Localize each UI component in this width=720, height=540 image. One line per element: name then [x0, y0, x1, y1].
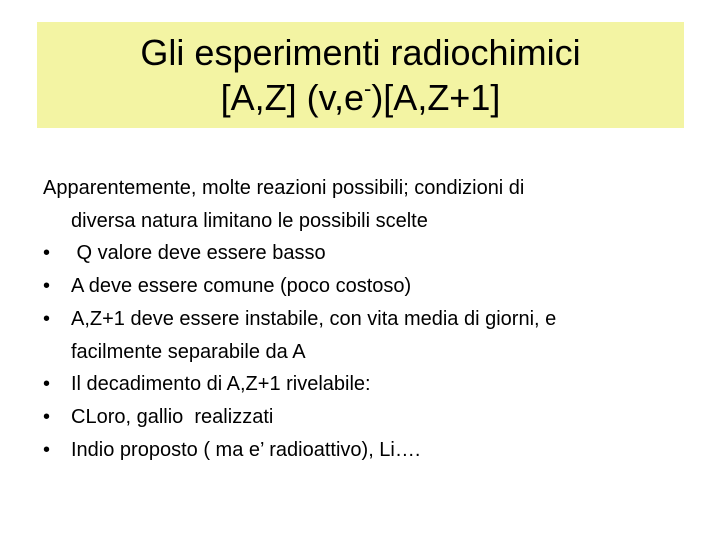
bullet-item	[43, 368, 683, 401]
intro-paragraph	[43, 172, 683, 237]
slide-title-box	[37, 22, 684, 128]
bullet-text: CLoro, gallio realizzati	[71, 405, 274, 428]
bullet-text: A,Z+1 deve essere instabile, con vita media di giorni, e	[71, 307, 557, 330]
bullet-icon: •	[43, 438, 51, 461]
bullet-item	[43, 237, 683, 270]
bullet-icon: •	[43, 307, 51, 330]
bullet-text: Q valore deve essere basso	[71, 242, 326, 265]
bullet-list	[43, 237, 683, 466]
bullet-icon: •	[43, 373, 51, 396]
bullet-icon: •	[43, 405, 51, 428]
slide-body	[43, 172, 683, 466]
slide-title	[37, 30, 684, 75]
slide-title-line2-pre: [A,Z] (v,e	[220, 77, 364, 118]
bullet-text: A deve essere comune (poco costoso)	[71, 275, 412, 298]
bullet-item	[43, 270, 683, 303]
bullet-icon: •	[43, 275, 51, 298]
bullet-text: Il decadimento di A,Z+1 rivelabile:	[71, 373, 371, 396]
bullet-text-continuation: facilmente separabile da A	[71, 340, 306, 363]
intro-line-2: diversa natura limitano le possibili scelte	[71, 209, 428, 232]
bullet-item	[43, 434, 683, 467]
slide-title-line2-post: )[A,Z+1]	[371, 77, 501, 118]
bullet-item	[43, 303, 683, 368]
intro-line-1: Apparentemente, molte reazioni possibili; condizioni di	[43, 177, 525, 199]
slide-title-line2-sup: -	[363, 76, 372, 101]
bullet-item	[43, 401, 683, 434]
slide-title-reaction	[37, 75, 684, 120]
slide-title-line1: Gli esperimenti radiochimici	[140, 32, 581, 73]
bullet-icon: •	[43, 242, 51, 265]
bullet-text: Indio proposto ( ma e’ radioattivo), Li….	[71, 438, 421, 461]
